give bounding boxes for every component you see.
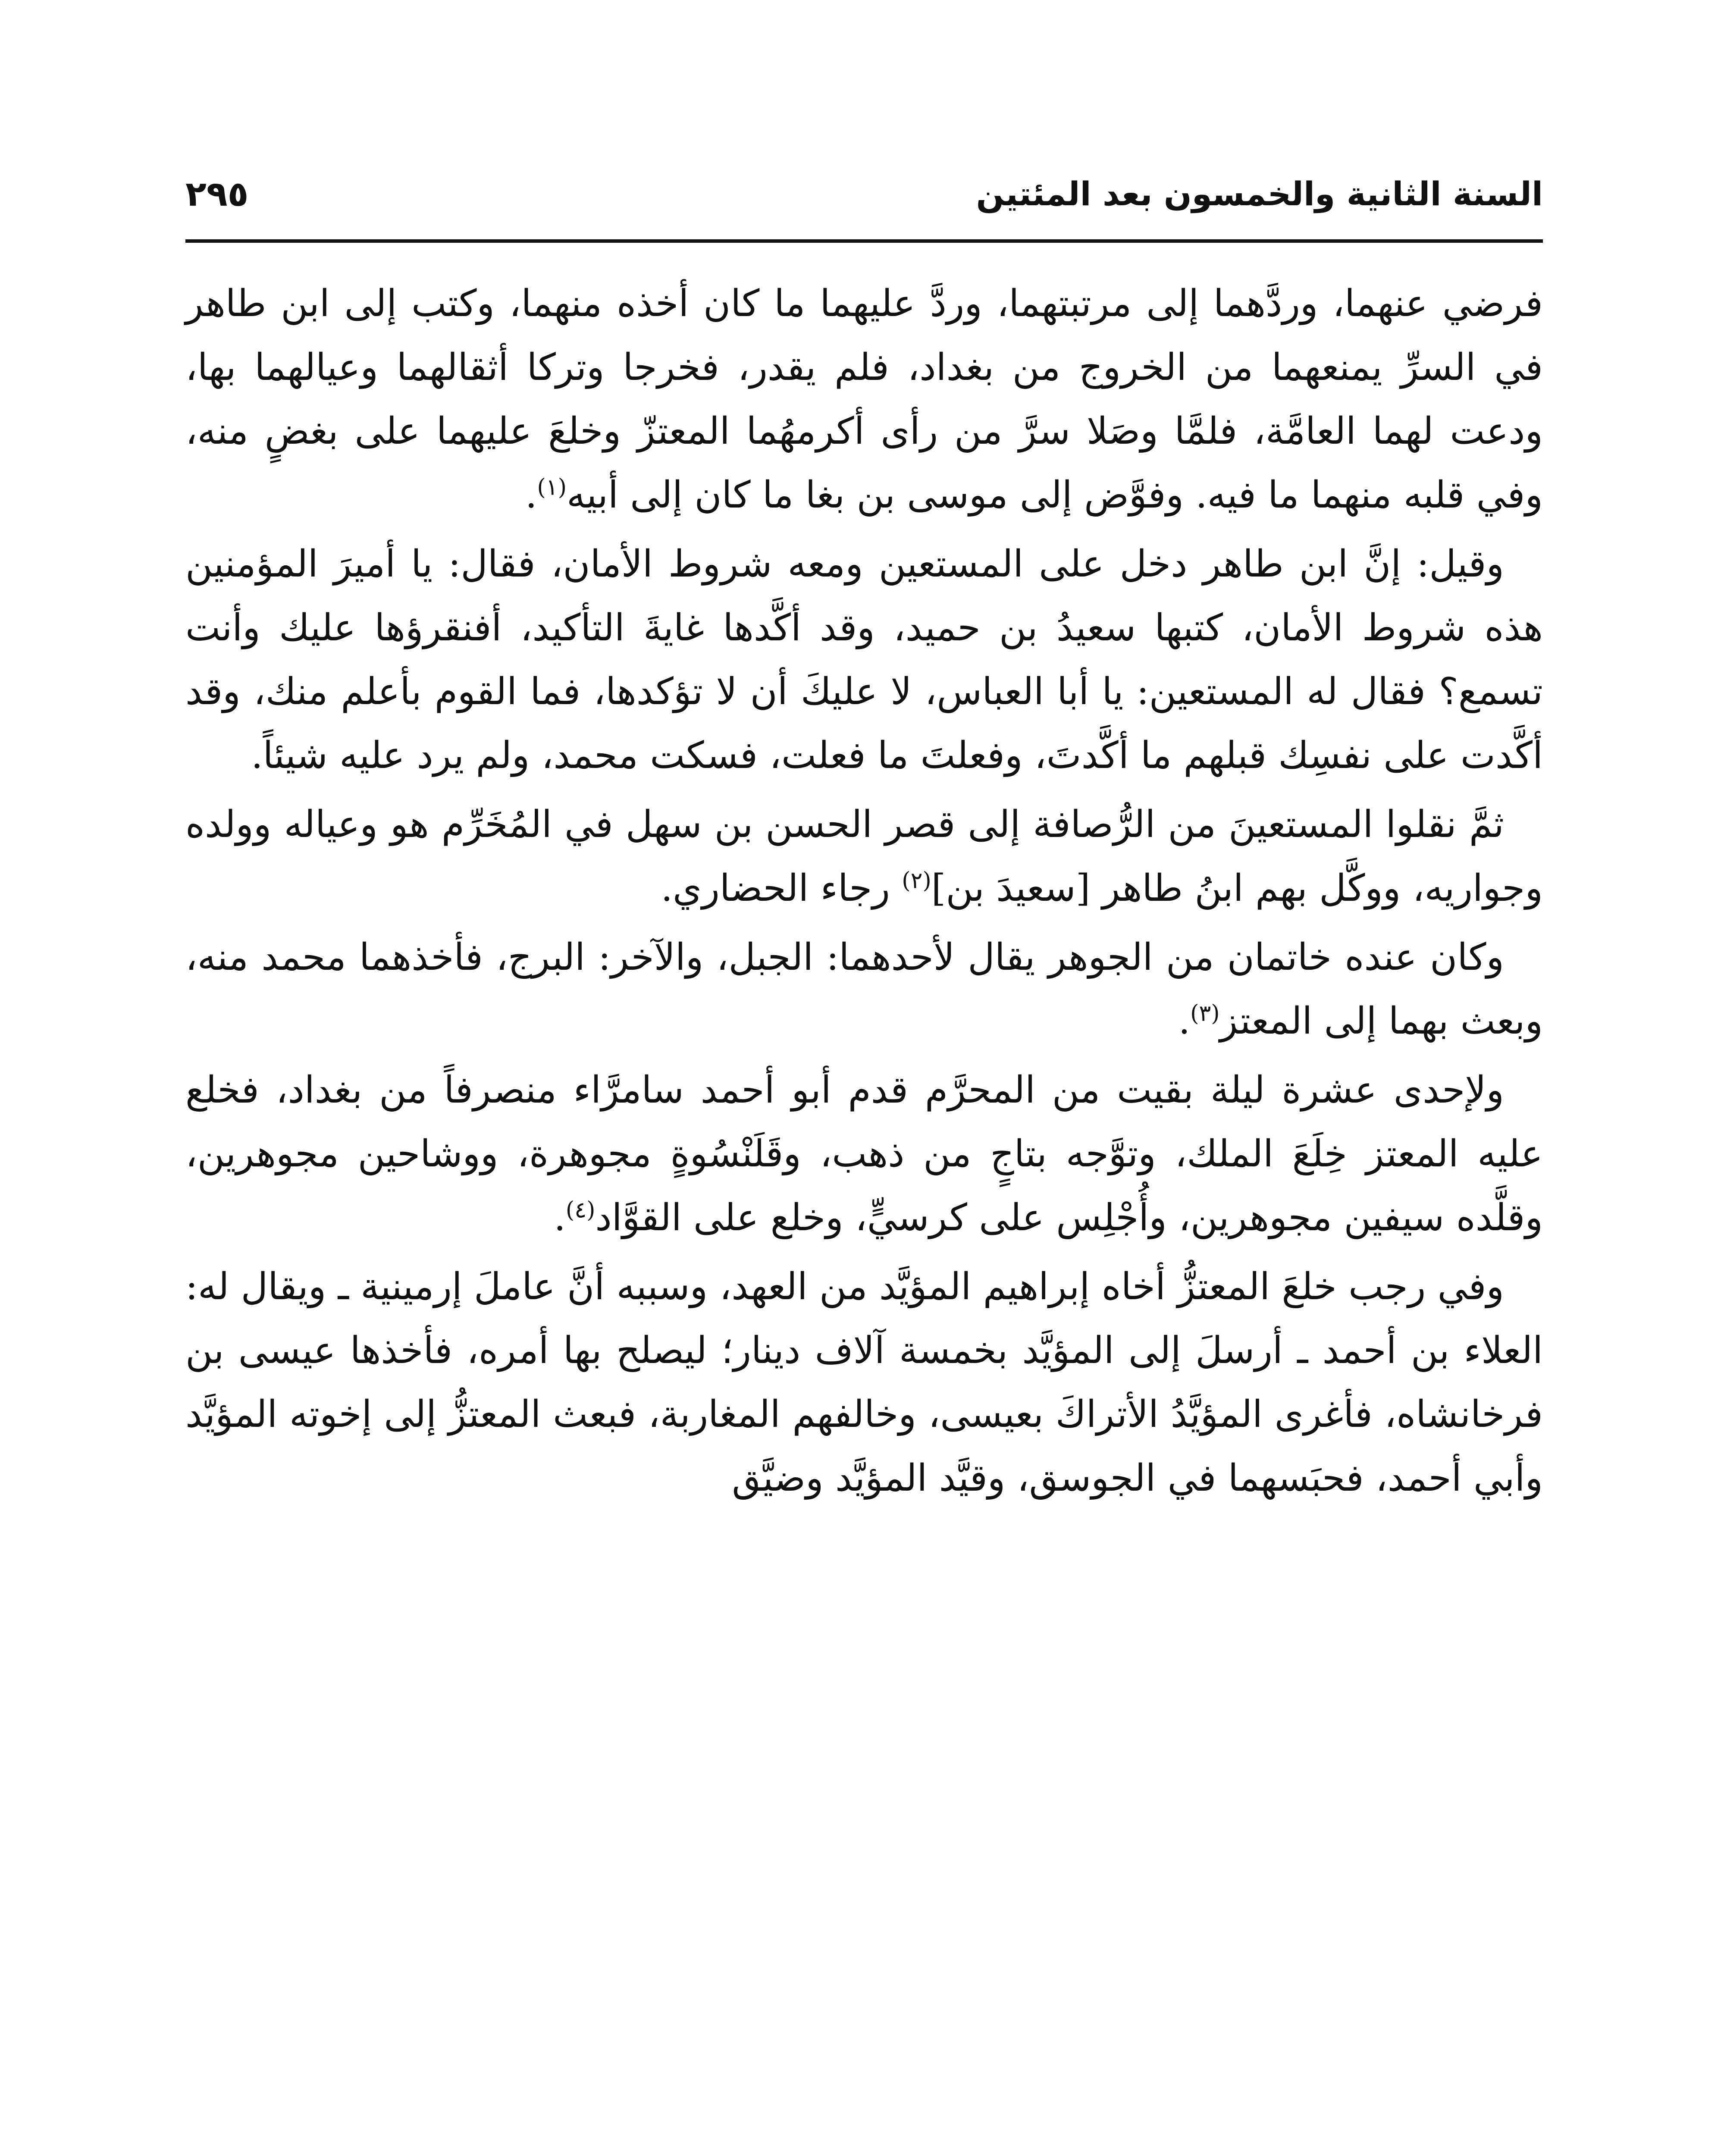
paragraph: وفي رجب خلعَ المعتزُّ أخاه إبراهيم المؤيَّد من العهد، وسببه أنَّ عاملَ إرمينية ـ ويقال له: العلاء بن أحمد ـ أرسلَ إلى المؤيَّد بخمسة آلاف دينار؛ ليصلح بها أمره، فأخذها عيسى بن فرخانشاه، فأغرى المؤيَّدُ الأتراكَ بعيسى، وخالفهم المغاربة، فبعث المعتزُّ إلى إخوته المؤيَّد وأبي أحمد، فحبَسهما في الجوسق، وقيَّد المؤيَّد وضيَّق: [185, 1265, 1543, 1500]
paragraph: ولإحدى عشرة ليلة بقيت من المحرَّم قدم أبو أحمد سامرَّاء منصرفاً من بغداد، فخلع عليه المعتز خِلَعَ الملك، وتوَّجه بتاجٍ من ذهب، وقَلَنْسُوةٍ مجوهرة، ووشاحين مجوهرين، وقلَّده سيفين مجوهرين، وأُجْلِس على كرسيٍّ، وخلع على القوَّاد$^{(٤)}$.: [185, 1069, 1543, 1239]
running-title: السنة الثانية والخمسون بعد المئتين: [976, 175, 1543, 213]
page-number: ٢٩٥: [185, 174, 249, 214]
running-header: [185, 160, 1543, 224]
paragraph: فرضي عنهما، وردَّهما إلى مرتبتهما، وردَّ عليهما ما كان أخذه منهما، وكتب إلى ابن طاهر في السرِّ يمنعهما من الخروج من بغداد، فلم يقدر، فخرجا وتركا أثقالهما وعيالهما بها، ودعت لهما العامَّة، فلمَّا وصَلا سرَّ من رأى أكرمهُما المعتزّ وخلعَ عليهما على بغضٍ منه، وفي قلبه منهما ما فيه. وفوَّض إلى موسى بن بغا ما كان إلى أبيه$^{(١)}$.: [185, 282, 1543, 517]
paragraph: وقيل: إنَّ ابن طاهر دخل على المستعين ومعه شروط الأمان، فقال: يا أميرَ المؤمنين هذه شروط الأمان، كتبها سعيدُ بن حميد، وقد أكَّدها غايةَ التأكيد، أفنقرؤها عليك وأنت تسمع؟ فقال له المستعين: يا أبا العباس، لا عليكَ أن لا تؤكدها، فما القوم بأعلم منك، وقد أكَّدت على نفسِك قبلهم ما أكَّدتَ، وفعلتَ ما فعلت، فسكت محمد، ولم يرد عليه شيئاً.: [185, 542, 1543, 777]
paragraph: وكان عنده خاتمان من الجوهر يقال لأحدهما: الجبل، والآخر: البرج، فأخذهما محمد منه، وبعث بهما إلى المعتز$^{(٣)}$.: [185, 936, 1543, 1043]
footnote-marker: (١): [537, 474, 567, 501]
footnote-marker: (٤): [565, 1197, 596, 1223]
header-rule: [185, 239, 1543, 243]
paragraph: ثمَّ نقلوا المستعينَ من الرُّصافة إلى قصر الحسن بن سهل في المُخَرِّم هو وعياله وولده وجواريه، ووكَّل بهم ابنُ طاهر [سعيدَ بن]$^{(٢)}$ رجاء الحضاري.: [185, 803, 1543, 910]
footnote-marker: (٢): [902, 868, 931, 894]
main-text: [185, 272, 1543, 1515]
footnote-marker: (٣): [1190, 1000, 1220, 1027]
